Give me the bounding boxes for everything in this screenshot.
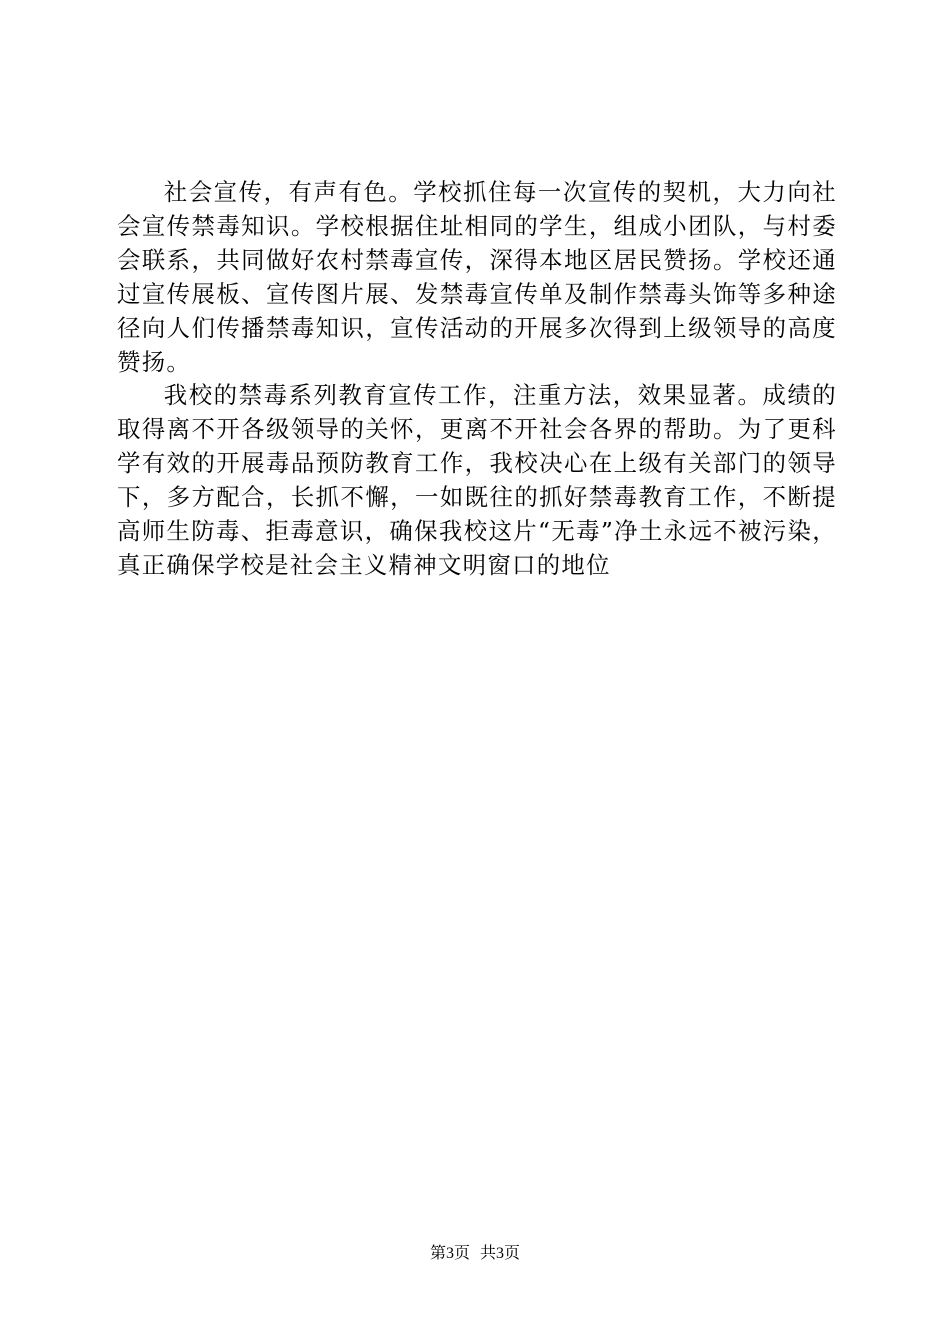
paragraph-social-publicity: 社会宣传，有声有色。学校抓住每一次宣传的契机，大力向社会宣传禁毒知识。学校根据住址相同的学生，组成小团队，与村委会联系，共同做好农村禁毒宣传，深得本地区居民赞扬。学校还通过宣传展板、宣传图片展、发禁毒宣传单及制作禁毒头饰等多种途径向人们传播禁毒知识，宣传活动的开展多次得到上级领导的高度赞扬。 xyxy=(117,178,837,376)
document-body xyxy=(117,176,837,583)
paragraph-work-summary: 我校的禁毒系列教育宣传工作，注重方法，效果显著。成绩的取得离不开各级领导的关怀，更离不开社会各界的帮助。为了更科学有效的开展毒品预防教育工作，我校决心在上级有关部门的领导下，多方配合，长抓不懈，一如既往的抓好禁毒教育工作，不断提高师生防毒、拒毒意识，确保我校这片“无毒”净土永远不被污染，真正确保学校是社会主义精神文明窗口的地位 xyxy=(117,381,837,579)
page-total: 共3页 xyxy=(480,1245,521,1262)
page-footer xyxy=(0,1243,950,1265)
page-number: 第3页 xyxy=(429,1245,470,1262)
